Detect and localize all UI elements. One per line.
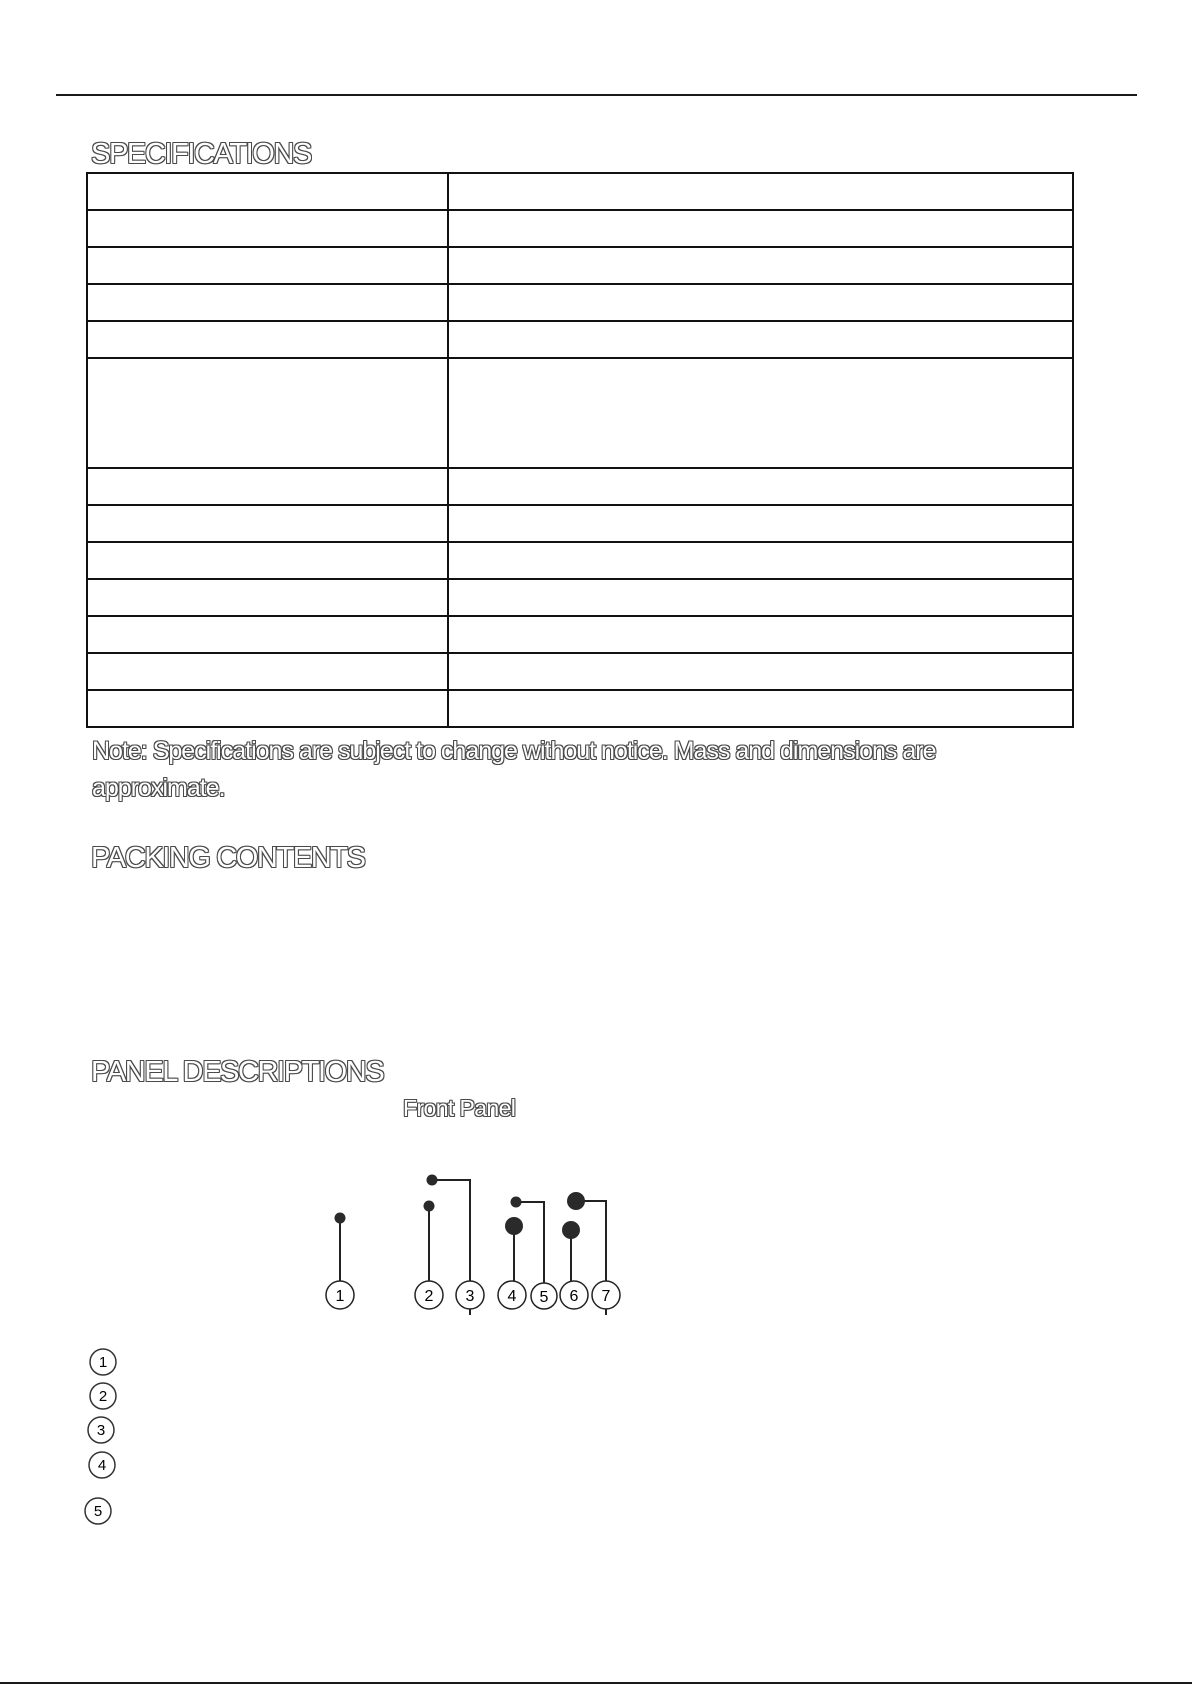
spec-label — [87, 616, 448, 653]
front-panel-label: Front Panel — [403, 1095, 516, 1121]
spec-label — [87, 579, 448, 616]
callout-marker — [498, 1281, 526, 1309]
legend-item — [85, 1498, 111, 1524]
legend-number: 3 — [96, 1422, 106, 1439]
legend-item — [90, 1383, 116, 1409]
table-row — [87, 653, 1073, 690]
callout-dot-6 — [562, 1221, 580, 1239]
specifications-note: Note: Specifications are subject to change without notice. Mass and dimensions are approximate. — [92, 737, 936, 802]
callout-marker — [415, 1281, 443, 1309]
panel-descriptions-heading: PANEL DESCRIPTIONS — [91, 1056, 384, 1088]
spec-value — [448, 173, 1073, 210]
callout-marker — [326, 1281, 354, 1309]
spec-value — [448, 690, 1073, 727]
table-row — [87, 542, 1073, 579]
legend-item — [89, 1452, 115, 1478]
leader-line-5 — [516, 1202, 544, 1286]
spec-value — [448, 358, 1073, 468]
spec-label — [87, 505, 448, 542]
table-row — [87, 358, 1073, 468]
spec-value — [448, 653, 1073, 690]
spec-label — [87, 653, 448, 690]
callout-number: 6 — [569, 1288, 579, 1305]
callout-dot-2 — [424, 1201, 435, 1212]
spec-value — [448, 542, 1073, 579]
spec-value — [448, 284, 1073, 321]
callout-marker — [531, 1283, 557, 1309]
legend-number: 2 — [98, 1388, 108, 1405]
footer-rule — [0, 1682, 1192, 1684]
table-row — [87, 284, 1073, 321]
packing-contents-heading: PACKING CONTENTS — [91, 842, 365, 874]
spec-value — [448, 505, 1073, 542]
spec-value — [448, 579, 1073, 616]
callout-number: 5 — [539, 1289, 549, 1306]
header-rule — [56, 94, 1137, 96]
legend-number: 5 — [93, 1503, 103, 1520]
callout-number: 4 — [507, 1288, 517, 1305]
legend-number: 4 — [97, 1457, 107, 1474]
table-row — [87, 247, 1073, 284]
callout-marker — [592, 1281, 620, 1309]
spec-label — [87, 247, 448, 284]
callout-number: 7 — [601, 1288, 611, 1305]
callout-dot-4 — [505, 1217, 523, 1235]
legend-item — [88, 1417, 114, 1443]
legend-number: 1 — [98, 1354, 108, 1371]
table-row — [87, 505, 1073, 542]
callout-endpoints — [335, 1175, 586, 1240]
leader-line-7 — [578, 1201, 606, 1283]
spec-value — [448, 210, 1073, 247]
spec-value — [448, 468, 1073, 505]
callout-number: 1 — [335, 1288, 345, 1305]
callout-number: 3 — [465, 1288, 475, 1305]
callout-dot-5 — [511, 1197, 522, 1208]
callout-dot-1 — [335, 1213, 346, 1224]
table-row — [87, 210, 1073, 247]
leader-line-3 — [432, 1180, 470, 1283]
spec-label — [87, 210, 448, 247]
spec-label — [87, 542, 448, 579]
specifications-table — [86, 172, 1074, 728]
table-row — [87, 321, 1073, 358]
table-row — [87, 616, 1073, 653]
callout-dot-3 — [427, 1175, 438, 1186]
spec-value — [448, 247, 1073, 284]
callout-marker — [456, 1281, 484, 1309]
spec-label — [87, 173, 448, 210]
callout-markers — [326, 1281, 620, 1309]
table-row — [87, 468, 1073, 505]
spec-value — [448, 616, 1073, 653]
callout-marker — [560, 1281, 588, 1309]
panel-legend — [85, 1349, 116, 1524]
specifications-heading: SPECIFICATIONS — [91, 138, 311, 170]
spec-label — [87, 468, 448, 505]
table-row — [87, 579, 1073, 616]
legend-item — [90, 1349, 116, 1375]
spec-label — [87, 284, 448, 321]
callout-dot-7 — [567, 1192, 585, 1210]
table-row — [87, 690, 1073, 727]
spec-label — [87, 690, 448, 727]
spec-label — [87, 321, 448, 358]
table-row — [87, 173, 1073, 210]
spec-label — [87, 358, 448, 468]
spec-value — [448, 321, 1073, 358]
callout-number: 2 — [424, 1288, 434, 1305]
